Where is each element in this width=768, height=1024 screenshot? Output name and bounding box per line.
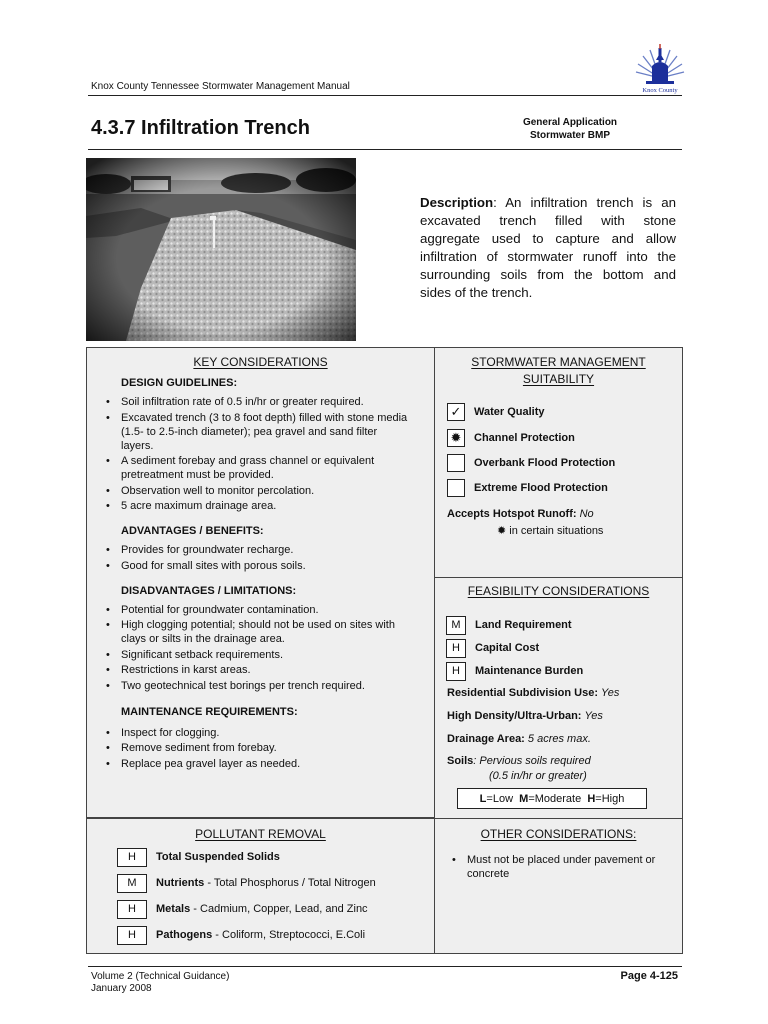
level-badge: H xyxy=(117,900,147,919)
pollutant-removal-heading: POLLUTANT REMOVAL xyxy=(195,827,326,841)
list-item: • 5 acre maximum drainage area. xyxy=(103,499,408,513)
feasibility-heading: FEASIBILITY CONSIDERATIONS xyxy=(467,584,650,598)
description-text: : An infiltration trench is an excavated trench filled with stone aggregate used to capture and allow infiltration of stormwater runoff into the surrounding soils from the bottom and sides of the trench. xyxy=(420,195,676,300)
feasibility-row-capital: H Capital Cost xyxy=(446,637,583,659)
page-title: 4.3.7 Infiltration Trench xyxy=(91,117,310,139)
suitability-heading: STORMWATER MANAGEMENT SUITABILITY xyxy=(471,355,646,386)
footer-volume: Volume 2 (Technical Guidance) xyxy=(91,971,230,982)
design-guidelines-title: DESIGN GUIDELINES: xyxy=(121,377,238,389)
design-guidelines-list xyxy=(103,395,408,513)
level-badge: H xyxy=(446,662,466,681)
advantages-title: ADVANTAGES / BENEFITS: xyxy=(121,525,264,537)
level-badge: M xyxy=(117,874,147,893)
list-item: • Good for small sites with porous soils. xyxy=(103,559,434,573)
high-density-use: High Density/Ultra-Urban: Yes xyxy=(447,710,603,722)
list-item: • Two geotechnical test borings per trench required. xyxy=(103,679,408,693)
disadvantages-list xyxy=(103,603,408,693)
list-item: • Must not be placed under pavement or concrete xyxy=(449,853,681,881)
drainage-area: Drainage Area: 5 acres max. xyxy=(447,733,591,745)
empty-checkbox xyxy=(447,454,465,472)
application-label xyxy=(490,116,650,142)
suitability-row-channel-protection: ✹ Channel Protection xyxy=(447,425,615,450)
empty-checkbox xyxy=(447,479,465,497)
knox-county-logo xyxy=(634,44,686,94)
suitability-row-water-quality: ✓ Water Quality xyxy=(447,399,615,424)
legend-box: L =Low M =Moderate H =High xyxy=(457,788,647,809)
level-badge: H xyxy=(117,926,147,945)
list-item: • Excavated trench (3 to 8 foot depth) filled with stone media (1.5- to 2.5-inch diameter); pea gravel and sand filter layers. xyxy=(103,411,408,453)
other-considerations-heading: OTHER CONSIDERATIONS: xyxy=(480,827,637,841)
suitability-row-overbank: Overbank Flood Protection xyxy=(447,450,615,475)
disadvantages-title: DISADVANTAGES / LIMITATIONS: xyxy=(121,584,297,597)
list-item: • Inspect for clogging. xyxy=(103,726,434,740)
page-number: Page 4-125 xyxy=(620,970,678,982)
title-rule xyxy=(88,149,682,150)
footer-left xyxy=(91,971,229,995)
other-considerations-list xyxy=(449,853,681,883)
maintenance-list xyxy=(103,726,434,771)
list-item: • Provides for groundwater recharge. xyxy=(103,543,434,557)
advantages-list xyxy=(103,543,434,573)
feasibility-row-maintenance: H Maintenance Burden xyxy=(446,660,583,682)
list-item: • Soil infiltration rate of 0.5 in/hr or greater required. xyxy=(103,395,408,409)
list-item: • Potential for groundwater contamination. xyxy=(103,603,408,617)
list-item: • Remove sediment from forebay. xyxy=(103,741,434,755)
application-line1: General Application xyxy=(522,117,618,128)
soils: Soils: Pervious soils required xyxy=(447,755,591,767)
pollutant-row-pathogens: H Pathogens - Coliform, Streptococci, E.Coli xyxy=(117,925,376,945)
hotspot-note: ✹ in certain situations xyxy=(497,525,604,537)
level-badge: M xyxy=(446,616,466,635)
manual-title: Knox County Tennessee Stormwater Management Manual xyxy=(91,81,350,92)
list-item: • High clogging potential; should not be used on sites with clays or silts in the drainage area. xyxy=(103,618,408,646)
footer-date: January 2008 xyxy=(91,983,152,994)
footer-rule xyxy=(88,966,682,967)
list-item: • A sediment forebay and grass channel or equivalent pretreatment must be provided. xyxy=(103,454,408,482)
list-item: • Significant setback requirements. xyxy=(103,648,408,662)
pollutant-row-tss: H Total Suspended Solids xyxy=(117,847,376,867)
asterisk-icon: ✹ xyxy=(447,429,465,447)
feasibility-panel xyxy=(434,577,683,819)
list-item: • Observation well to monitor percolation. xyxy=(103,484,408,498)
suitability-row-extreme: Extreme Flood Protection xyxy=(447,475,615,500)
key-considerations-heading: KEY CONSIDERATIONS xyxy=(193,355,328,369)
key-considerations-panel xyxy=(86,347,435,818)
other-considerations-panel xyxy=(434,818,683,954)
level-badge: H xyxy=(117,848,147,867)
pollutant-row-metals: H Metals - Cadmium, Copper, Lead, and Zinc xyxy=(117,899,376,919)
application-line2: Stormwater BMP xyxy=(529,130,610,141)
description-label: Description xyxy=(420,195,494,210)
pollutant-removal-panel xyxy=(86,818,435,954)
maintenance-title: MAINTENANCE REQUIREMENTS: xyxy=(121,705,298,718)
trench-photo xyxy=(86,158,356,341)
hotspot-runoff: Accepts Hotspot Runoff: No xyxy=(447,508,594,520)
header-rule xyxy=(88,95,682,96)
list-item: • Restrictions in karst areas. xyxy=(103,663,408,677)
residential-use: Residential Subdivision Use: Yes xyxy=(447,687,620,699)
checkmark-icon: ✓ xyxy=(447,403,465,421)
pollutant-row-nutrients: M Nutrients - Total Phosphorus / Total Nitrogen xyxy=(117,873,376,893)
suitability-panel xyxy=(434,347,683,578)
feasibility-row-land: M Land Requirement xyxy=(446,614,583,636)
level-badge: H xyxy=(446,639,466,658)
list-item: • Replace pea gravel layer as needed. xyxy=(103,757,434,771)
soils-note: (0.5 in/hr or greater) xyxy=(489,770,587,782)
description xyxy=(420,194,676,302)
logo-text: Knox County xyxy=(642,87,678,94)
